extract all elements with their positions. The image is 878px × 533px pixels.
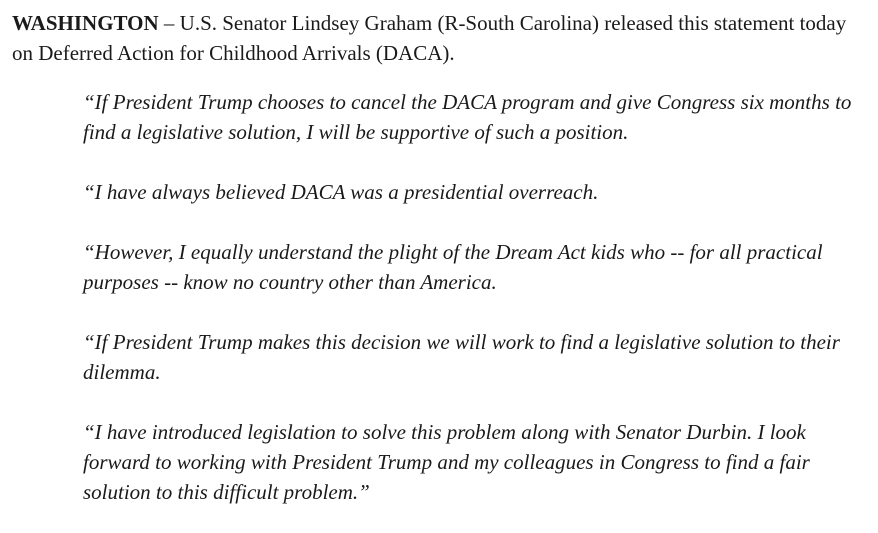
lead-paragraph <box>12 8 872 68</box>
quote-paragraph: “I have always believed DACA was a presidential overreach. <box>83 180 599 204</box>
dateline: WASHINGTON <box>12 11 159 35</box>
press-statement <box>12 8 872 507</box>
quote-paragraph: “I have introduced legislation to solve this problem along with Senator Durbin. I look forward to working with President Trump and my colleagues in Congress to find a fair solution to this difficult problem.” <box>83 420 810 504</box>
quote-paragraph: “If President Trump makes this decision we will work to find a legislative solution to their dilemma. <box>83 330 840 384</box>
lead-text: – U.S. Senator Lindsey Graham (R-South Carolina) released this statement today on Deferred Action for Childhood Arrivals (DACA). <box>12 11 847 65</box>
quote-paragraph: “However, I equally understand the plight of the Dream Act kids who -- for all practical purposes -- know no country other than America. <box>83 240 823 294</box>
quote-paragraph: “If President Trump chooses to cancel the DACA program and give Congress six months to find a legislative solution, I will be supportive of such a position. <box>83 90 852 144</box>
